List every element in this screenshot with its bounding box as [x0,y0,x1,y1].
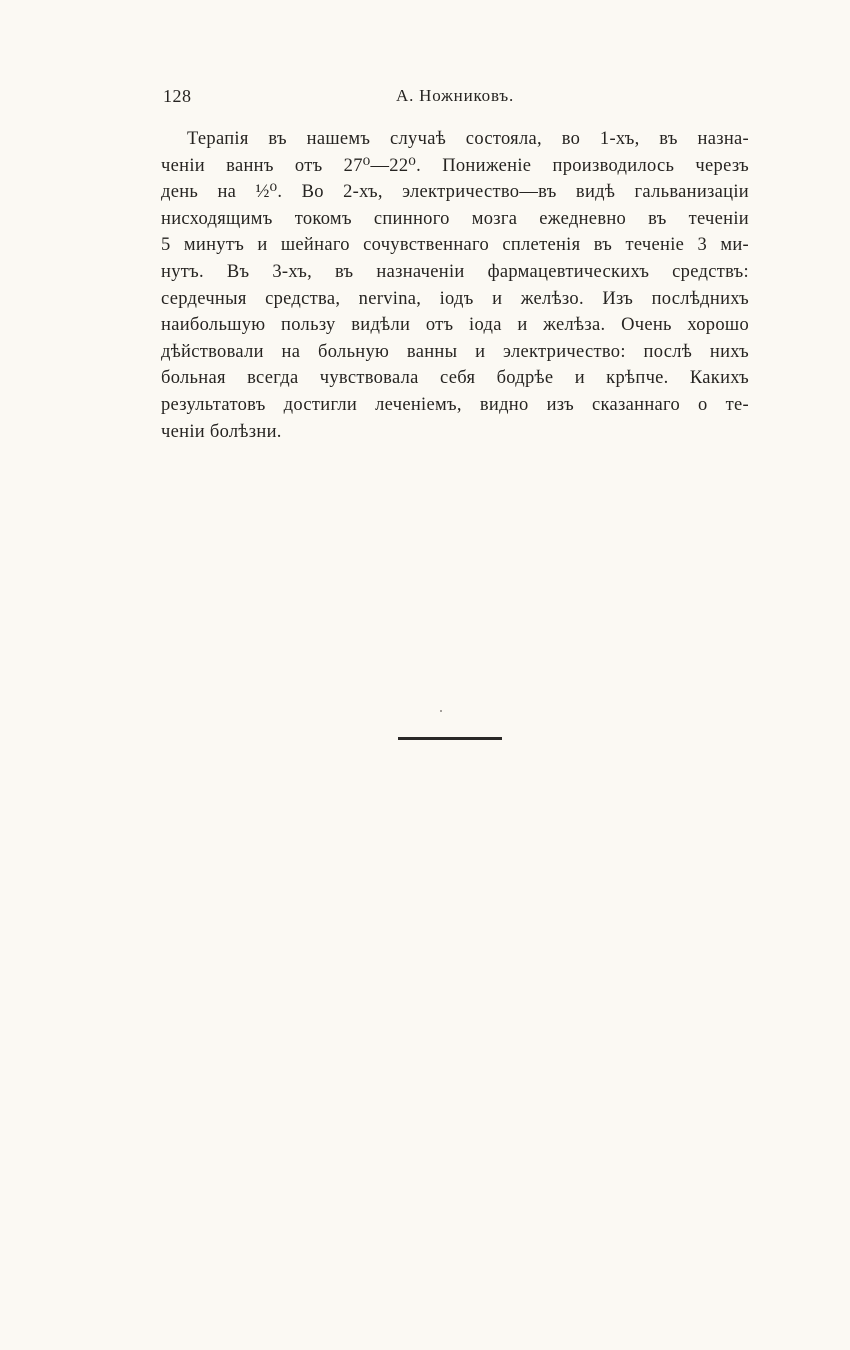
text-line: больная всегда чувствовала себя бодрѣе и крѣпче. Какихъ [161,368,749,389]
text-line: день на ½⁰. Во 2-хъ, электричество—въ видѣ гальванизаціи [161,182,749,203]
text-line: 5 минутъ и шейнаго сочувственнаго сплетенія въ теченіе 3 ми- [161,235,749,256]
page-number: 128 [163,86,192,106]
section-end-rule [398,737,502,740]
text-line: дѣйствовали на больную ванны и электричество: послѣ нихъ [161,341,749,362]
text-line: ченіи болѣзни. [161,421,282,442]
text-line: нутъ. Въ 3-хъ, въ назначеніи фармацевтическихъ средствъ: [161,261,749,282]
text-line: наибольшую пользу видѣли отъ іода и желѣза. Очень хорошо [161,315,749,336]
paragraph [161,126,749,445]
text-line: результатовъ достигли леченіемъ, видно изъ сказаннаго о те- [161,394,749,415]
running-title: А. Ножниковъ. [396,86,515,105]
text-line: нисходящимъ токомъ спинного мозга ежедневно въ теченіи [161,208,749,229]
text-line: сердечныя средства, nervina, іодъ и желѣзо. Изъ послѣднихъ [161,288,749,309]
ink-speck [440,710,442,712]
text-line: Терапія въ нашемъ случаѣ состояла, во 1-хъ, въ назна- [187,129,749,149]
text-line: ченіи ваннъ отъ 27⁰—22⁰. Пониженіе производилось черезъ [161,155,749,176]
